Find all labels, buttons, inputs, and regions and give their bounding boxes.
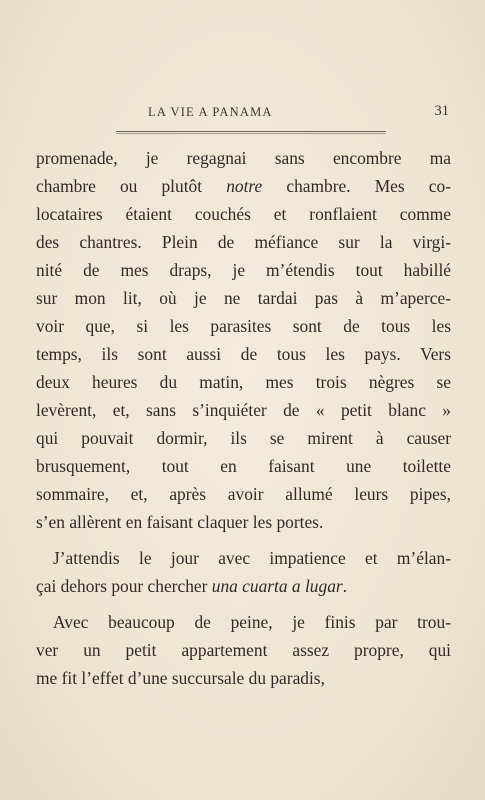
text-line: brusquement, tout en faisant une toilette <box>36 456 451 476</box>
text-line: me fit l’effet d’une succursale du paradis, <box>36 668 325 688</box>
paragraph-gap <box>36 600 451 608</box>
text-line: des chantres. Plein de méfiance sur la virgi- <box>36 232 451 252</box>
running-title: LA VIE A PANAMA <box>148 105 273 119</box>
text-line: çai dehors pour chercher una cuarta a lugar. <box>36 576 348 596</box>
body-text <box>36 144 451 692</box>
header-rule-thin <box>116 133 386 134</box>
page-header <box>36 103 450 123</box>
text-line: sommaire, et, après avoir allumé leurs pipes, <box>36 484 451 504</box>
paragraph-gap <box>36 536 451 544</box>
text-line: Avec beaucoup de peine, je finis par trou- <box>53 612 451 632</box>
paragraph-3 <box>36 608 451 692</box>
italic-phrase: notre <box>226 176 263 196</box>
text-line: promenade, je regagnai sans encombre ma <box>36 148 451 168</box>
text-line: temps, ils sont aussi de tous les pays. Vers <box>36 344 451 364</box>
text-line: levèrent, et, sans s’inquiéter de « petit blanc » <box>36 400 451 420</box>
text-line: voir que, si les parasites sont de tous les <box>36 316 451 336</box>
italic-phrase: una cuarta a lugar <box>211 576 343 596</box>
page-number: 31 <box>434 103 449 119</box>
text-line: sur mon lit, où je ne tardai pas à m’aperce- <box>36 288 451 308</box>
text-line: deux heures du matin, mes trois nègres se <box>36 372 451 392</box>
paragraph-2 <box>36 544 451 600</box>
text-line: qui pouvait dormir, ils se mirent à causer <box>36 428 451 448</box>
text-line: J’attendis le jour avec impatience et m’élan- <box>53 548 451 568</box>
text-line: chambre ou plutôt notre chambre. Mes co- <box>36 176 451 196</box>
text-line: nité de mes draps, je m’étendis tout habillé <box>36 260 451 280</box>
text-line: locataires étaient couchés et ronflaient comme <box>36 204 451 224</box>
paragraph-1 <box>36 144 451 536</box>
text-line: ver un petit appartement assez propre, qui <box>36 640 451 660</box>
header-rule <box>116 131 386 132</box>
text-line: s’en allèrent en faisant claquer les portes. <box>36 512 324 532</box>
